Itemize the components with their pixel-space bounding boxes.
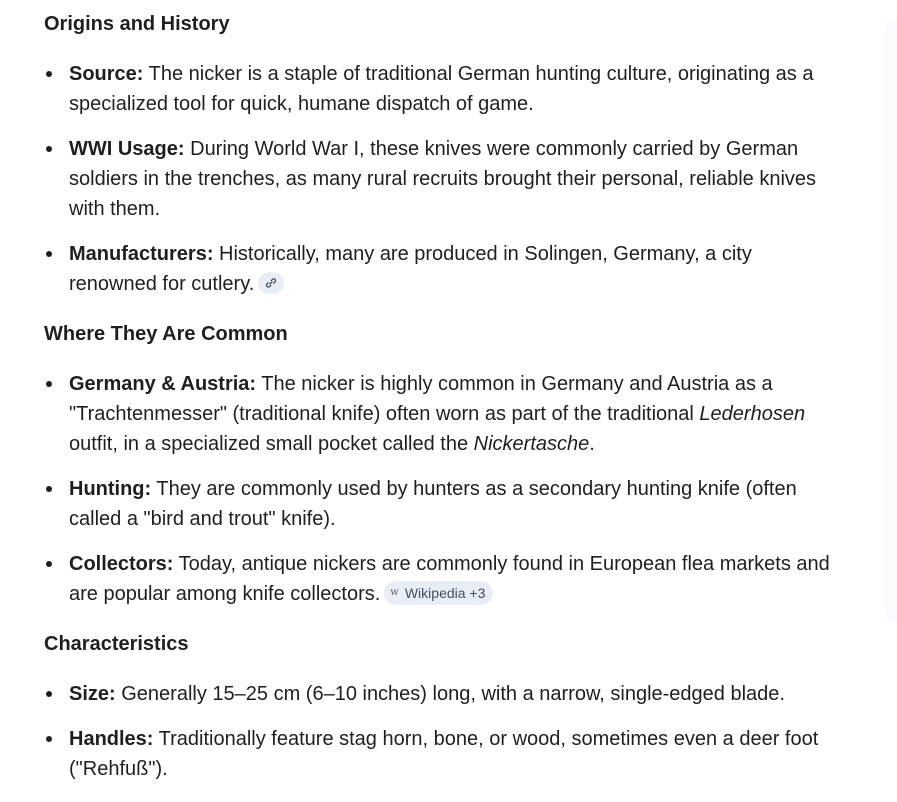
item-italic-text: Lederhosen — [699, 403, 806, 425]
wikipedia-icon: w — [390, 586, 399, 598]
list-item — [44, 369, 844, 459]
citation-link-button[interactable] — [258, 272, 284, 294]
bullet-icon — [46, 251, 52, 257]
bullet-icon — [46, 381, 52, 387]
section-title-characteristics: Characteristics — [44, 633, 189, 655]
list-item — [44, 679, 844, 709]
bullet-icon — [46, 146, 52, 152]
item-text: outfit, in a specialized small pocket called the — [69, 433, 474, 455]
item-text: . — [589, 433, 595, 455]
item-text: Today, antique nickers are commonly found in European flea markets and are popular among knife collectors. — [69, 553, 830, 605]
item-text: They are commonly used by hunters as a secondary hunting knife (often called a "bird and trout" knife). — [69, 478, 797, 530]
bullet-icon — [46, 561, 52, 567]
list-item — [44, 59, 844, 119]
item-term: Hunting: — [69, 478, 152, 500]
where-common-list — [44, 369, 844, 609]
origins-list — [44, 59, 844, 299]
item-term: Handles: — [69, 728, 154, 750]
item-term: Source: — [69, 63, 144, 85]
item-text: Historically, many are produced in Solingen, Germany, a city renowned for cutlery. — [69, 243, 752, 295]
item-text: Traditionally feature stag horn, bone, or wood, sometimes even a deer foot ("Rehfuß"). — [69, 728, 819, 780]
item-text: During World War I, these knives were commonly carried by German soldiers in the trenches, as many rural recruits brought their personal, reliable knives with them. — [69, 138, 817, 220]
source-chip-label: Wikipedia +3 — [404, 584, 486, 601]
section-title-where-common: Where They Are Common — [44, 323, 288, 345]
item-text: Generally 15–25 cm (6–10 inches) long, with a narrow, single-edged blade. — [115, 683, 785, 705]
bullet-icon — [46, 71, 52, 77]
section-title-origins: Origins and History — [44, 13, 230, 35]
item-term: Germany & Austria: — [69, 373, 257, 395]
bullet-icon — [46, 736, 52, 742]
item-term: Collectors: — [69, 553, 174, 575]
item-text: The nicker is highly common in Germany and Austria as a "Trachtenmesser" (traditional knife) often worn as part of the traditional — [69, 373, 773, 425]
list-item — [44, 724, 844, 784]
list-item — [44, 549, 844, 609]
list-item — [44, 134, 844, 224]
item-term: WWI Usage: — [69, 138, 185, 160]
list-item — [44, 239, 844, 299]
item-term: Size: — [69, 683, 116, 705]
source-chip-button[interactable] — [384, 581, 493, 605]
item-text: The nicker is a staple of traditional German hunting culture, originating as a specialized tool for quick, humane dispatch of game. — [69, 63, 814, 115]
item-italic-text: Nickertasche — [473, 433, 590, 455]
bullet-icon — [46, 691, 52, 697]
item-term: Manufacturers: — [69, 243, 214, 265]
characteristics-list — [44, 679, 844, 784]
link-icon — [265, 277, 277, 289]
list-item — [44, 474, 844, 534]
side-panel — [884, 18, 897, 624]
bullet-icon — [46, 486, 52, 492]
